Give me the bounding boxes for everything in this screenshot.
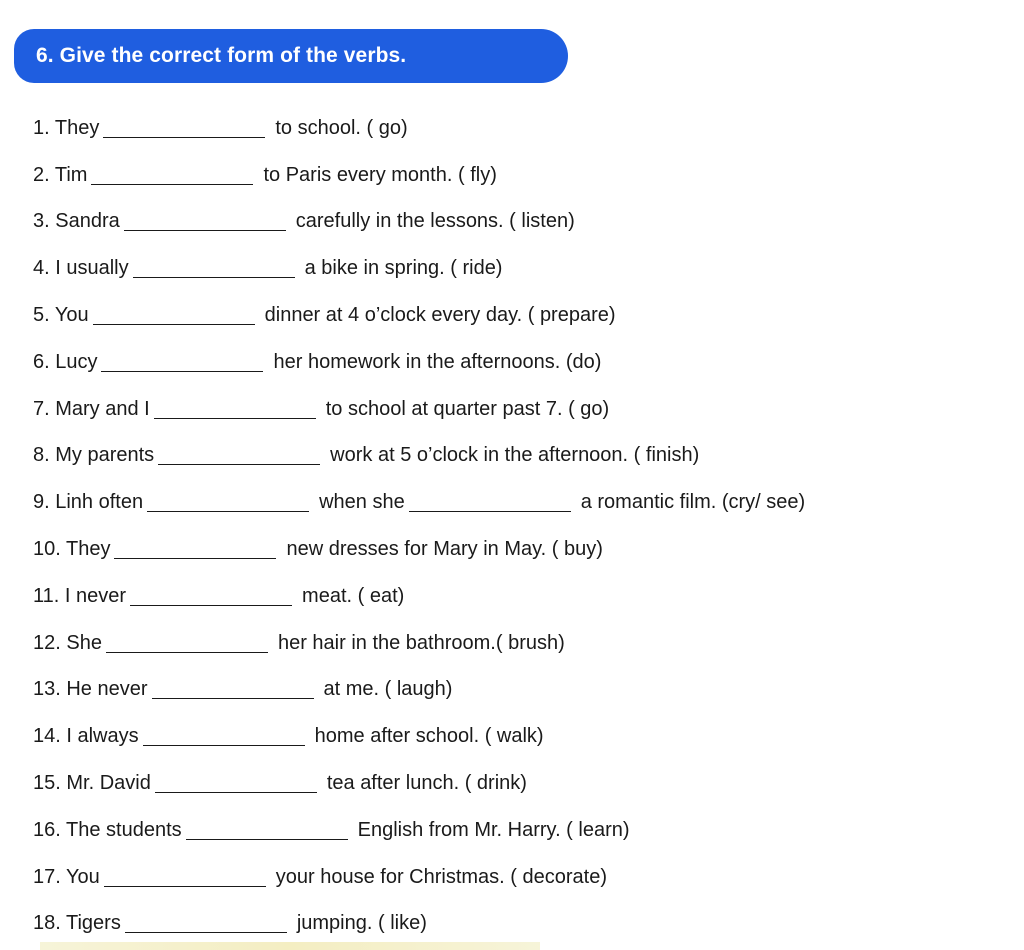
answer-blank[interactable] [91, 166, 253, 185]
item-prefix: 10. They [33, 538, 111, 561]
exercise-item-4 [33, 245, 1013, 292]
exercise-item-10 [33, 526, 1013, 573]
item-prefix: 4. I usually [33, 257, 129, 280]
item-prefix: 9. Linh often [33, 491, 144, 514]
exercise-item-3 [33, 199, 1013, 246]
answer-blank[interactable] [155, 774, 317, 793]
item-prefix: 3. Sandra [33, 210, 120, 233]
item-prefix: 16. The students [33, 818, 182, 841]
item-suffix: English from Mr. Harry. ( learn) [357, 818, 630, 841]
item-suffix: at me. ( laugh) [323, 678, 453, 701]
exercise-item-7 [33, 386, 1013, 433]
exercise-header-banner [14, 29, 568, 83]
answer-blank[interactable] [143, 727, 305, 746]
exercise-title: 6. Give the correct form of the verbs. [36, 44, 407, 67]
item-prefix: 11. I never [33, 584, 127, 607]
item-suffix: jumping. ( like) [296, 912, 427, 935]
exercise-item-5 [33, 292, 1013, 339]
exercise-list [33, 105, 1013, 947]
item-suffix: her homework in the afternoons. (do) [273, 350, 602, 373]
answer-blank[interactable] [147, 493, 309, 512]
item-suffix: new dresses for Mary in May. ( buy) [286, 538, 603, 561]
exercise-item-9 [33, 479, 1013, 526]
item-suffix: tea after lunch. ( drink) [326, 772, 527, 795]
answer-blank[interactable] [104, 868, 266, 887]
exercise-item-14 [33, 713, 1013, 760]
exercise-item-17 [33, 854, 1013, 901]
answer-blank[interactable] [152, 680, 314, 699]
item-suffix: a bike in spring. ( ride) [304, 257, 503, 280]
answer-blank[interactable] [125, 914, 287, 933]
exercise-item-2 [33, 152, 1013, 199]
item-prefix: 1. They [33, 116, 100, 139]
exercise-item-16 [33, 807, 1013, 854]
exercise-item-11 [33, 573, 1013, 620]
item-suffix: to Paris every month. ( fly) [263, 163, 497, 186]
item-prefix: 7. Mary and I [33, 397, 150, 420]
answer-blank[interactable] [103, 119, 265, 138]
exercise-item-1 [33, 105, 1013, 152]
answer-blank[interactable] [133, 259, 295, 278]
answer-blank[interactable] [130, 587, 292, 606]
item-prefix: 15. Mr. David [33, 772, 151, 795]
answer-blank[interactable] [114, 540, 276, 559]
item-suffix: work at 5 o’clock in the afternoon. ( finish) [330, 444, 700, 467]
answer-blank[interactable] [186, 821, 348, 840]
answer-blank[interactable] [154, 400, 316, 419]
item-suffix: to school. ( go) [275, 116, 408, 139]
item-prefix: 18. Tigers [33, 912, 121, 935]
item-prefix: 14. I always [33, 725, 139, 748]
item-suffix: home after school. ( walk) [314, 725, 544, 748]
exercise-item-15 [33, 760, 1013, 807]
item-prefix: 6. Lucy [33, 350, 98, 373]
answer-blank[interactable] [158, 446, 320, 465]
item-prefix: 8. My parents [33, 444, 155, 467]
item-suffix: carefully in the lessons. ( listen) [295, 210, 575, 233]
exercise-item-12 [33, 620, 1013, 667]
item-suffix: your house for Christmas. ( decorate) [275, 865, 607, 888]
page-bottom-decoration [40, 942, 540, 950]
item-suffix: to school at quarter past 7. ( go) [325, 397, 610, 420]
item-suffix: a romantic film. (cry/ see) [580, 491, 806, 514]
item-prefix: 5. You [33, 304, 89, 327]
answer-blank[interactable] [101, 353, 263, 372]
item-middle: when she [319, 491, 405, 514]
item-suffix: dinner at 4 o’clock every day. ( prepare) [264, 304, 616, 327]
exercise-item-13 [33, 667, 1013, 714]
item-prefix: 2. Tim [33, 163, 88, 186]
answer-blank[interactable] [106, 634, 268, 653]
answer-blank[interactable] [124, 212, 286, 231]
item-suffix: her hair in the bathroom.( brush) [277, 631, 565, 654]
answer-blank[interactable] [93, 306, 255, 325]
item-prefix: 12. She [33, 631, 102, 654]
item-suffix: meat. ( eat) [302, 584, 405, 607]
exercise-item-6 [33, 339, 1013, 386]
item-prefix: 13. He never [33, 678, 148, 701]
exercise-item-18 [33, 901, 1013, 948]
exercise-item-8 [33, 433, 1013, 480]
answer-blank-2[interactable] [409, 493, 571, 512]
item-prefix: 17. You [33, 865, 100, 888]
